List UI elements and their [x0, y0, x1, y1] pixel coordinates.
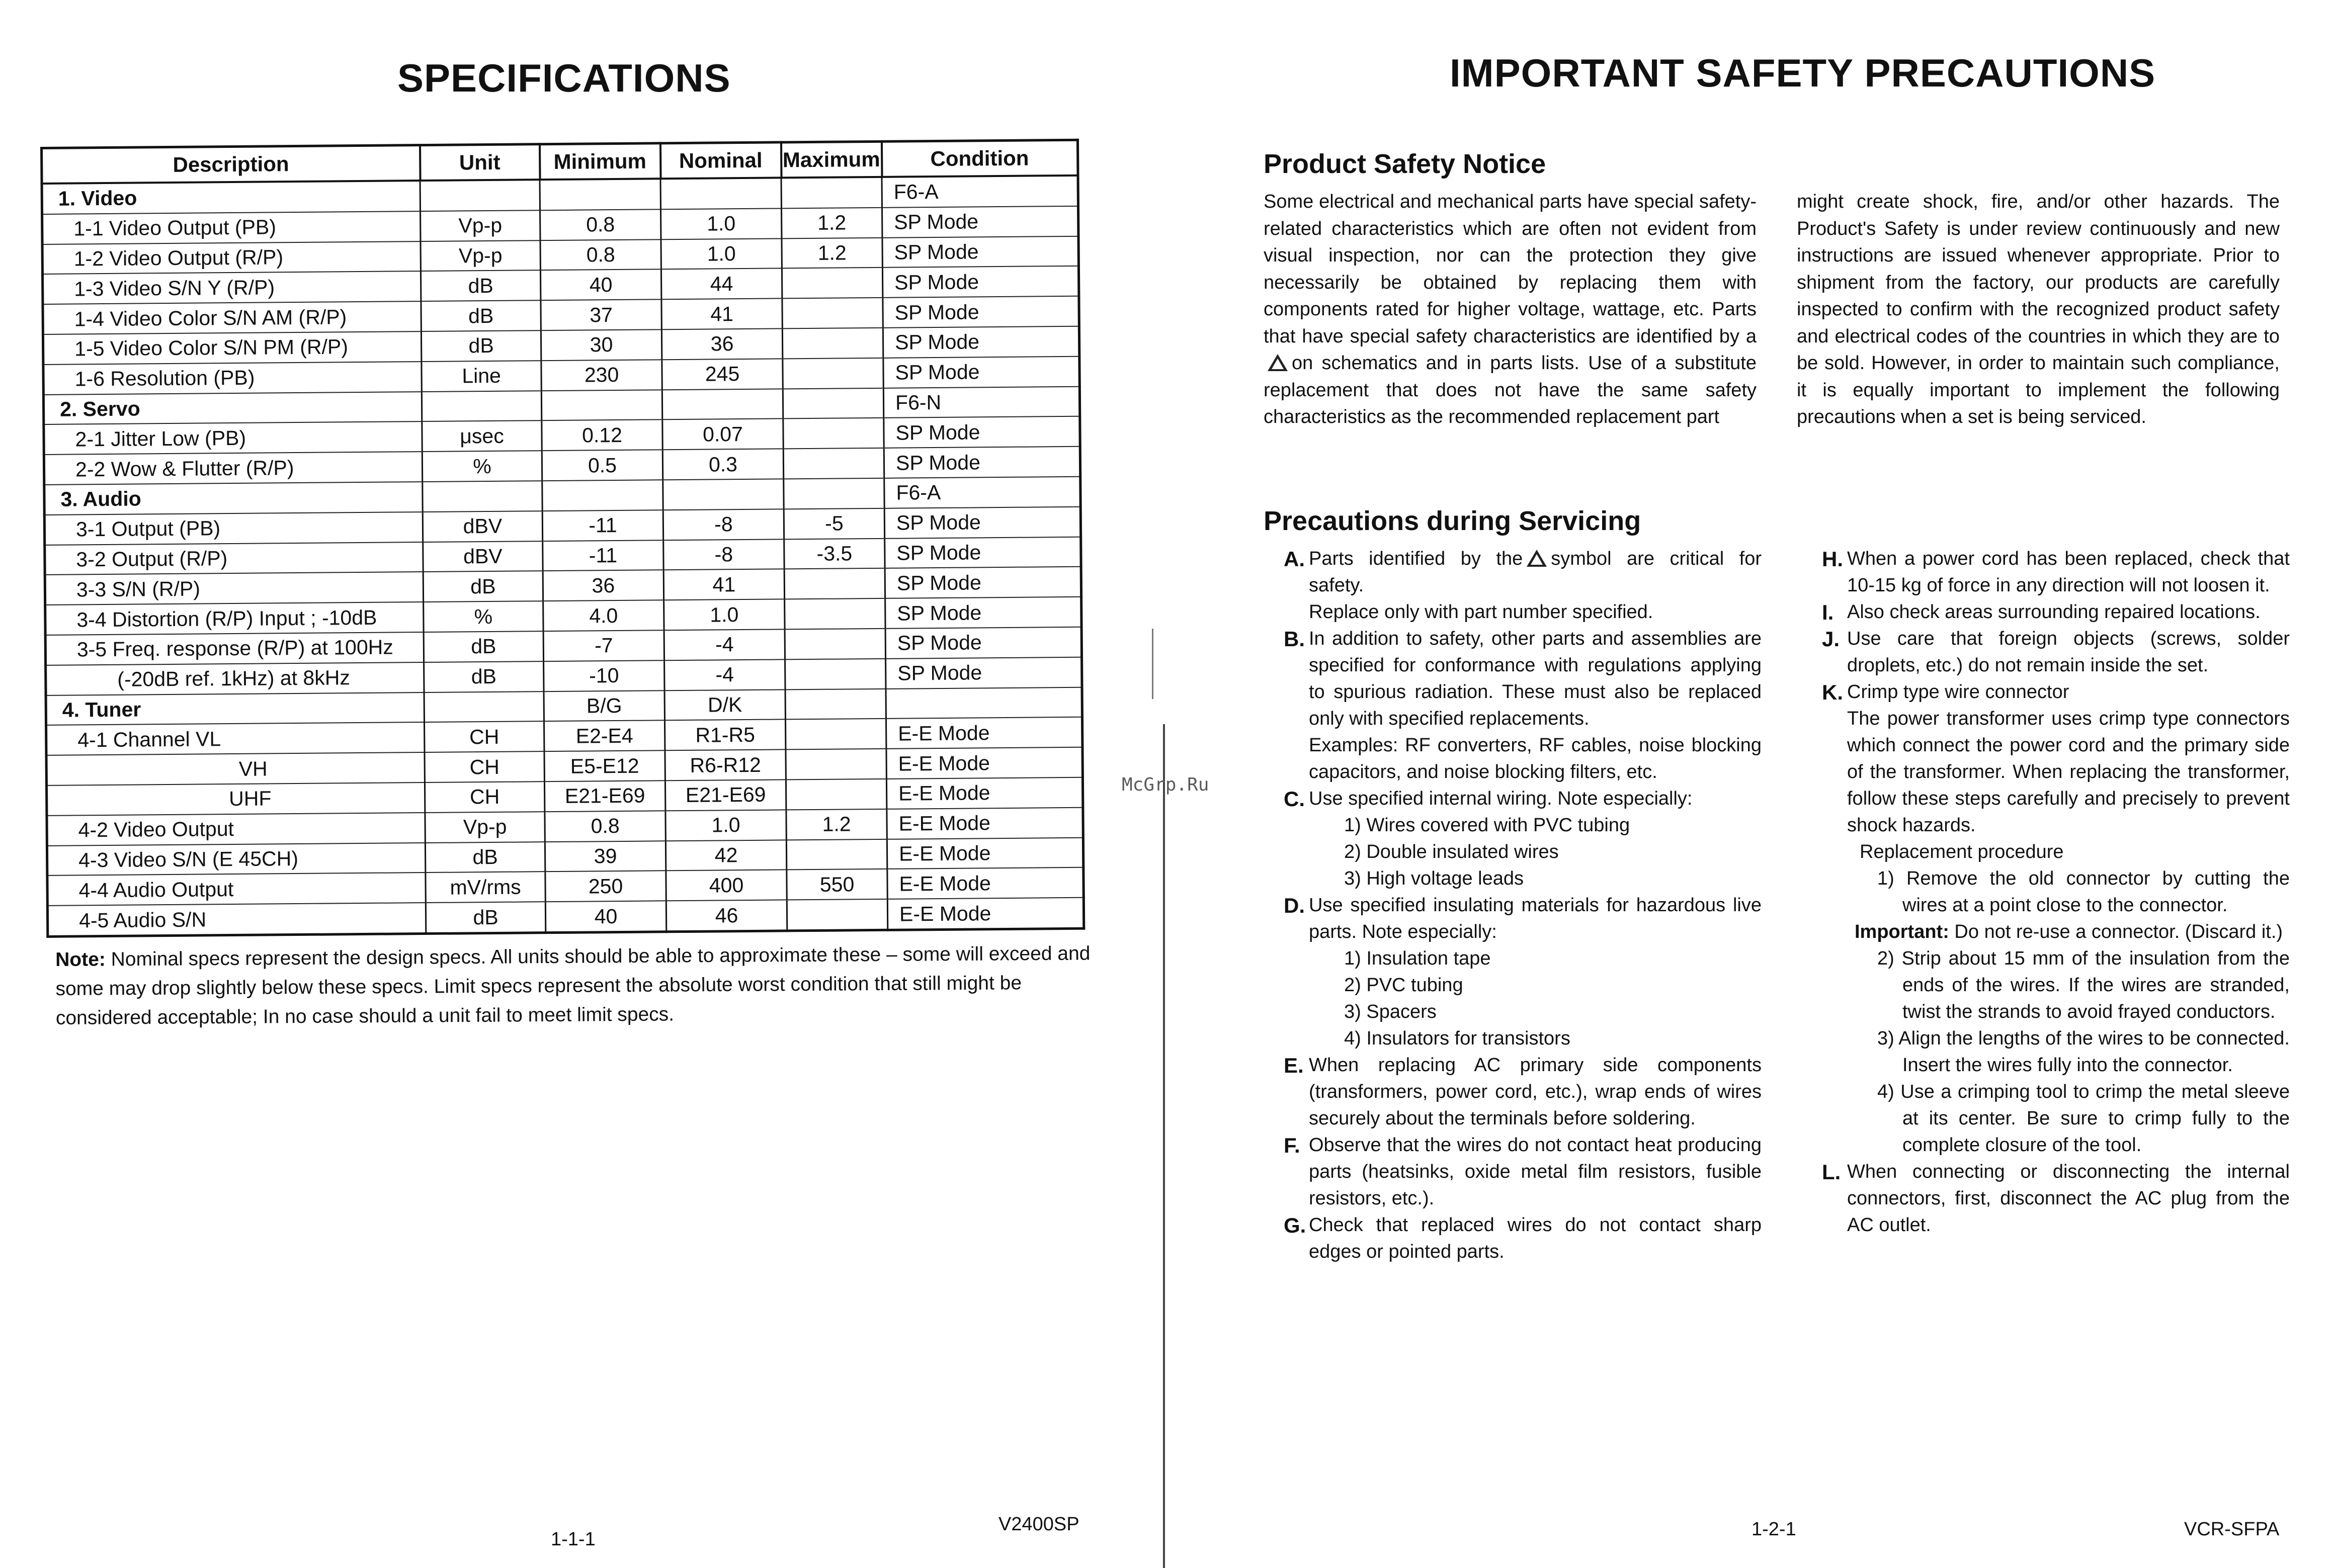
cell-maximum — [783, 448, 884, 479]
item-text: Use care that foreign objects (screws, solder droplets, etc.) do not remain inside the set. — [1847, 628, 2290, 676]
section-heading-precautions: Precautions during Servicing — [1264, 506, 1641, 536]
header-minimum: Minimum — [539, 143, 660, 180]
precaution-f — [1284, 1132, 1762, 1212]
cell-nominal: R1-R5 — [664, 720, 785, 751]
item-text: When a power cord has been replaced, check that 10-15 kg of force in any direction will not loosen it. — [1847, 548, 2290, 596]
item-letter: K. — [1822, 680, 1843, 704]
cell-description: 3-1 Output (PB) — [44, 512, 423, 545]
cell-description: 3-2 Output (R/P) — [45, 542, 423, 575]
product-safety-col2: might create shock, fire, and/or other hazards. The Product's Safety is under review continuously and new instructions are issued whenever appropriate. Prior to shipment from the factory, our products are carefully inspected to confirm with the recognized product safety and electrical codes of the countries in which they are to be sold. However, in order to maintain such compliance, it is equally important to implement the following precautions when a set is being serviced. — [1797, 191, 2280, 427]
cell-maximum: -5 — [784, 508, 884, 539]
item-text: Use specified internal wiring. Note especially: — [1309, 788, 1693, 809]
precaution-e — [1284, 1052, 1762, 1132]
cell-condition: E-E Mode — [886, 747, 1082, 779]
cell-nominal: 46 — [666, 900, 787, 932]
cell-condition: SP Mode — [884, 507, 1080, 539]
item-letter: I. — [1822, 600, 1834, 624]
procedure-step: 3) Align the lengths of the wires to be connected. Insert the wires fully into the connector. — [1877, 1028, 2290, 1076]
cell-minimum: 0.8 — [540, 209, 661, 240]
cell-minimum: 40 — [545, 901, 666, 932]
cell-description: 3-4 Distortion (R/P) Input ; -10dB — [45, 602, 424, 635]
cell-condition: F6-A — [884, 477, 1080, 508]
cell-description: 1. Video — [42, 181, 420, 214]
item-text: When replacing AC primary side components (transformers, power cord, etc.), wrap ends of wires securely about the terminals before soldering. — [1309, 1055, 1762, 1129]
cell-minimum — [542, 480, 663, 511]
spec-table — [40, 139, 1085, 938]
cell-unit: dB — [423, 571, 543, 602]
cell-condition — [886, 687, 1082, 719]
item-text: Observe that the wires do not contact heat producing parts (heatsinks, oxide metal film resistors, fusible resistors, etc.). — [1309, 1135, 1762, 1209]
item-text: When connecting or disconnecting the internal connectors, first, disconnect the AC plug from the AC outlet. — [1847, 1161, 2290, 1236]
cell-minimum: -10 — [544, 660, 664, 691]
cell-maximum — [782, 268, 882, 298]
cell-nominal: 1.0 — [664, 599, 785, 631]
cell-condition: SP Mode — [883, 296, 1079, 328]
item-text: Use specified insulating materials for hazardous live parts. Note especially: — [1309, 895, 1762, 942]
cell-description: (-20dB ref. 1kHz) at 8kHz — [46, 662, 424, 695]
cell-description: 3. Audio — [44, 482, 423, 515]
item-text: Crimp type wire connector — [1847, 681, 2069, 703]
cell-unit: mV/rms — [426, 872, 545, 903]
item-letter: F. — [1284, 1134, 1300, 1157]
cell-condition: SP Mode — [882, 236, 1078, 268]
important-text: Do not re-use a connector. (Discard it.) — [1949, 921, 2283, 942]
cell-condition: SP Mode — [885, 627, 1081, 659]
cell-unit: CH — [425, 781, 544, 813]
cell-maximum — [783, 418, 884, 449]
cell-minimum: 39 — [545, 841, 665, 872]
cell-nominal: R6-R12 — [665, 750, 786, 781]
cell-unit: dB — [421, 330, 541, 362]
page-divider — [1163, 724, 1165, 1568]
cell-condition: F6-N — [883, 386, 1079, 418]
cell-condition: SP Mode — [883, 357, 1079, 388]
item-examples: Examples: RF converters, RF cables, noise blocking capacitors, and noise blocking filters, etc. — [1309, 735, 1762, 782]
cell-unit: dB — [426, 902, 545, 933]
cell-nominal: 0.3 — [662, 449, 783, 480]
precaution-b — [1284, 626, 1762, 786]
cell-unit: dB — [425, 842, 545, 873]
cell-condition: SP Mode — [882, 266, 1078, 298]
cell-description: 1-4 Video Color S/N AM (R/P) — [43, 301, 421, 334]
warning-triangle-icon — [1527, 550, 1547, 567]
note-label: Note: — [55, 948, 106, 971]
watermark: McGrp.Ru — [1122, 774, 1209, 795]
cell-nominal: -4 — [664, 659, 785, 690]
cell-maximum — [783, 388, 883, 418]
cell-maximum — [787, 899, 887, 931]
header-maximum: Maximum — [781, 141, 882, 178]
cell-maximum — [783, 358, 883, 389]
cell-unit — [424, 691, 544, 723]
cell-nominal: 42 — [665, 840, 786, 871]
cell-condition: SP Mode — [883, 326, 1079, 358]
cell-minimum: 0.8 — [545, 811, 665, 842]
cell-maximum — [784, 568, 885, 599]
cell-unit: dB — [421, 300, 541, 331]
cell-minimum — [540, 179, 660, 210]
precaution-k — [1822, 679, 2290, 1159]
cell-maximum — [782, 298, 883, 328]
cell-unit: CH — [425, 751, 544, 782]
cell-unit: Line — [422, 361, 541, 392]
cell-minimum: 4.0 — [543, 600, 664, 631]
page-title: IMPORTANT SAFETY PRECAUTIONS — [1450, 51, 2156, 95]
procedure-step: 2) Strip about 15 mm of the insulation from the ends of the wires. If the wires are stranded, twist the strands to avoid frayed conductors. — [1877, 948, 2290, 1022]
cell-nominal — [660, 178, 781, 209]
cell-maximum — [785, 719, 886, 749]
precaution-a — [1284, 546, 1762, 626]
cell-condition: SP Mode — [884, 447, 1080, 478]
cell-description: 4-1 Channel VL — [46, 722, 425, 755]
cell-minimum: -7 — [543, 630, 664, 661]
sub-item: 3) Spacers — [1344, 1001, 1437, 1022]
left-page — [0, 0, 1162, 1568]
cell-nominal: 0.07 — [662, 419, 783, 450]
cell-description: 1-2 Video Output (R/P) — [42, 241, 421, 275]
cell-maximum: 1.2 — [786, 809, 887, 840]
cell-description: 4. Tuner — [46, 692, 424, 726]
cell-maximum — [786, 839, 887, 869]
page-title: SPECIFICATIONS — [397, 56, 731, 100]
cell-nominal: D/K — [664, 689, 785, 721]
cell-unit: Vp-p — [421, 210, 540, 241]
cell-nominal — [662, 389, 783, 420]
header-unit: Unit — [420, 144, 540, 181]
cell-description: 4-5 Audio S/N — [47, 903, 426, 936]
cell-maximum: 1.2 — [782, 208, 882, 238]
cell-minimum: 0.5 — [542, 450, 662, 481]
cell-maximum — [781, 177, 882, 208]
item-body: The power transformer uses crimp type connectors which connect the power cord and the primary side of the transformer. When replacing the transformer, follow these steps carefully and precisely to prevent shock hazards. — [1847, 708, 2290, 836]
sub-item: 3) High voltage leads — [1344, 868, 1524, 889]
page-divider-top — [1152, 629, 1153, 699]
model-code: VCR-SFPA — [2184, 1519, 2280, 1540]
cell-unit: dB — [421, 271, 540, 302]
cell-unit: μsec — [422, 421, 542, 452]
cell-description: 2-1 Jitter Low (PB) — [44, 421, 422, 455]
cell-unit: Vp-p — [421, 240, 540, 272]
sub-item: 4) Insulators for transistors — [1344, 1028, 1570, 1049]
cell-maximum: 1.2 — [782, 237, 882, 268]
product-safety-col1 — [1264, 189, 1757, 431]
cell-nominal: 1.0 — [665, 810, 786, 841]
item-text: Check that replaced wires do not contact sharp edges or pointed parts. — [1309, 1214, 1762, 1262]
sub-item: 2) Double insulated wires — [1344, 841, 1559, 862]
precaution-g — [1284, 1212, 1762, 1265]
important-label: Important: — [1855, 921, 1949, 942]
cell-minimum: B/G — [544, 690, 664, 722]
cell-condition: SP Mode — [885, 597, 1081, 629]
note-text: Nominal specs represent the design specs. All units should be able to approximate these – some will exceed and some may drop slightly below these specs. Limit specs represent the absolute worst condition that still might be considered acceptable; In no case should a unit fail to meet limit specs. — [55, 942, 1091, 1029]
cell-unit: CH — [425, 722, 544, 753]
cell-maximum: 550 — [787, 869, 887, 900]
precaution-h — [1822, 546, 2290, 599]
cell-unit: dB — [424, 661, 544, 692]
cell-description: 2-2 Wow & Flutter (R/P) — [44, 452, 422, 485]
spec-note — [55, 939, 1092, 1033]
header-description: Description — [42, 145, 421, 184]
page-number: 1-1-1 — [551, 1529, 596, 1550]
cell-description: 4-2 Video Output — [47, 813, 425, 846]
spec-table-container — [40, 139, 1082, 938]
cell-unit: dB — [424, 631, 543, 662]
cell-minimum: 30 — [541, 329, 661, 361]
item-extra: Replace only with part number specified. — [1309, 601, 1653, 623]
procedure-step: 1) Remove the old connector by cutting the wires at a point close to the connector. — [1877, 868, 2290, 916]
cell-description: 1-1 Video Output (PB) — [42, 211, 421, 244]
cell-unit: Vp-p — [425, 812, 545, 843]
cell-nominal: 41 — [661, 299, 782, 330]
cell-maximum — [786, 779, 886, 810]
precaution-j — [1822, 626, 2290, 679]
sub-item: 2) PVC tubing — [1344, 975, 1463, 996]
right-page — [1168, 0, 2336, 1568]
warning-triangle-icon — [1268, 354, 1288, 371]
item-letter: C. — [1284, 787, 1305, 811]
cell-nominal: 1.0 — [661, 208, 782, 239]
cell-nominal — [663, 479, 784, 510]
section-heading-product-safety: Product Safety Notice — [1264, 149, 1546, 179]
cell-minimum: 37 — [541, 299, 661, 330]
cell-condition: E-E Mode — [886, 717, 1082, 749]
cell-unit: dBV — [423, 541, 543, 572]
cell-nominal: 400 — [666, 870, 787, 901]
cell-description: 3-3 S/N (R/P) — [45, 572, 423, 605]
item-text: Parts identified by the — [1309, 548, 1523, 569]
cell-minimum: 36 — [543, 570, 663, 601]
cell-description: 4-4 Audio Output — [47, 873, 426, 906]
item-letter: G. — [1284, 1213, 1306, 1237]
header-nominal: Nominal — [660, 142, 781, 179]
cell-minimum: 0.12 — [542, 420, 662, 451]
cell-condition: E-E Mode — [887, 837, 1083, 869]
cell-maximum — [784, 478, 884, 509]
cell-description: 4-3 Video S/N (E 45CH) — [47, 843, 425, 876]
cell-description: 3-5 Freq. response (R/P) at 100Hz — [45, 632, 424, 665]
cell-nominal: -8 — [663, 509, 784, 540]
precautions-col2 — [1822, 546, 2290, 1239]
cell-maximum — [785, 598, 885, 629]
cell-description: 2. Servo — [43, 392, 422, 425]
cell-maximum: -3.5 — [784, 538, 885, 569]
cell-maximum — [786, 749, 886, 779]
cell-nominal: 44 — [661, 269, 782, 300]
cell-minimum: E5-E12 — [544, 750, 665, 781]
page-number: 1-2-1 — [1751, 1519, 1796, 1540]
precautions-col1 — [1284, 546, 1762, 1265]
procedure-step: 4) Use a crimping tool to crimp the metal sleeve at its center. Be sure to crimp fully to the complete closure of the tool. — [1877, 1081, 2290, 1156]
cell-maximum — [785, 688, 886, 719]
item-text: symbol are critical for safety. — [1309, 548, 1762, 596]
product-safety-text-a: Some electrical and mechanical parts have special safety-related characteristics which are often not evident from visual inspection, nor can the protection they give necessarily be obtained by replacing them with components rated for higher voltage, wattage, etc. Parts that have special safety characteristics are identified by a — [1264, 191, 1757, 347]
cell-minimum: -11 — [542, 510, 663, 541]
cell-nominal: 41 — [663, 569, 784, 600]
important-note — [1847, 919, 2290, 945]
item-letter: D. — [1284, 894, 1305, 917]
cell-condition: E-E Mode — [887, 867, 1083, 899]
cell-description: 1-5 Video Color S/N PM (R/P) — [43, 331, 421, 365]
cell-minimum: E2-E4 — [544, 721, 665, 752]
product-safety-text-b: on schematics and in parts lists. Use of a substitute replacement that does not have the same safety characteristics as the recommended replacement part — [1264, 353, 1757, 427]
cell-minimum: 230 — [541, 360, 662, 391]
precaution-i — [1822, 599, 2290, 626]
cell-unit — [422, 391, 541, 422]
procedure-label: Replacement procedure — [1860, 841, 2064, 862]
item-letter: B. — [1284, 627, 1305, 651]
item-text: In addition to safety, other parts and assemblies are specified for conformance with regulations applying to spurious radiation. These must also be replaced only with specified replacements. — [1309, 628, 1762, 729]
cell-unit: % — [424, 601, 543, 632]
cell-condition: E-E Mode — [886, 777, 1082, 809]
cell-nominal: 1.0 — [661, 238, 782, 270]
item-letter: E. — [1284, 1054, 1304, 1077]
cell-condition: SP Mode — [884, 416, 1080, 448]
cell-unit — [423, 481, 542, 512]
cell-nominal: E21-E69 — [665, 779, 786, 811]
cell-condition: SP Mode — [885, 537, 1081, 568]
cell-description: VH — [46, 752, 425, 786]
precaution-d — [1284, 892, 1762, 1052]
sub-item: 1) Wires covered with PVC tubing — [1344, 815, 1630, 836]
cell-minimum — [541, 390, 662, 421]
cell-maximum — [785, 629, 885, 659]
cell-nominal: -8 — [663, 539, 784, 570]
cell-condition: SP Mode — [885, 567, 1081, 598]
cell-minimum: -11 — [543, 540, 663, 571]
cell-condition: SP Mode — [882, 206, 1078, 238]
header-condition: Condition — [881, 140, 1078, 177]
cell-minimum: 250 — [545, 871, 666, 902]
precaution-c — [1284, 786, 1762, 892]
cell-condition: E-E Mode — [887, 898, 1083, 930]
cell-condition: E-E Mode — [887, 807, 1083, 839]
cell-description: 1-6 Resolution (PB) — [43, 362, 422, 395]
cell-minimum: 40 — [540, 270, 661, 301]
cell-nominal: 36 — [661, 328, 782, 360]
sub-item: 1) Insulation tape — [1344, 948, 1491, 969]
cell-condition: F6-A — [882, 176, 1078, 208]
cell-unit: % — [422, 451, 542, 482]
item-letter: H. — [1822, 547, 1843, 571]
model-code: V2400SP — [998, 1514, 1079, 1535]
cell-maximum — [785, 659, 886, 689]
item-letter: A. — [1284, 547, 1305, 571]
item-letter: L. — [1822, 1160, 1841, 1184]
cell-nominal: -4 — [664, 629, 785, 660]
cell-minimum: 0.8 — [540, 239, 661, 271]
cell-unit: dBV — [423, 511, 542, 542]
cell-maximum — [782, 328, 883, 359]
cell-minimum: E21-E69 — [544, 780, 665, 812]
cell-description: 1-3 Video S/N Y (R/P) — [42, 271, 421, 304]
cell-nominal: 245 — [662, 359, 783, 390]
cell-description: UHF — [46, 782, 425, 816]
item-text: Also check areas surrounding repaired locations. — [1847, 601, 2261, 623]
cell-condition: SP Mode — [886, 657, 1082, 689]
item-letter: J. — [1822, 627, 1840, 651]
precaution-l — [1822, 1159, 2290, 1239]
cell-unit — [420, 180, 540, 211]
